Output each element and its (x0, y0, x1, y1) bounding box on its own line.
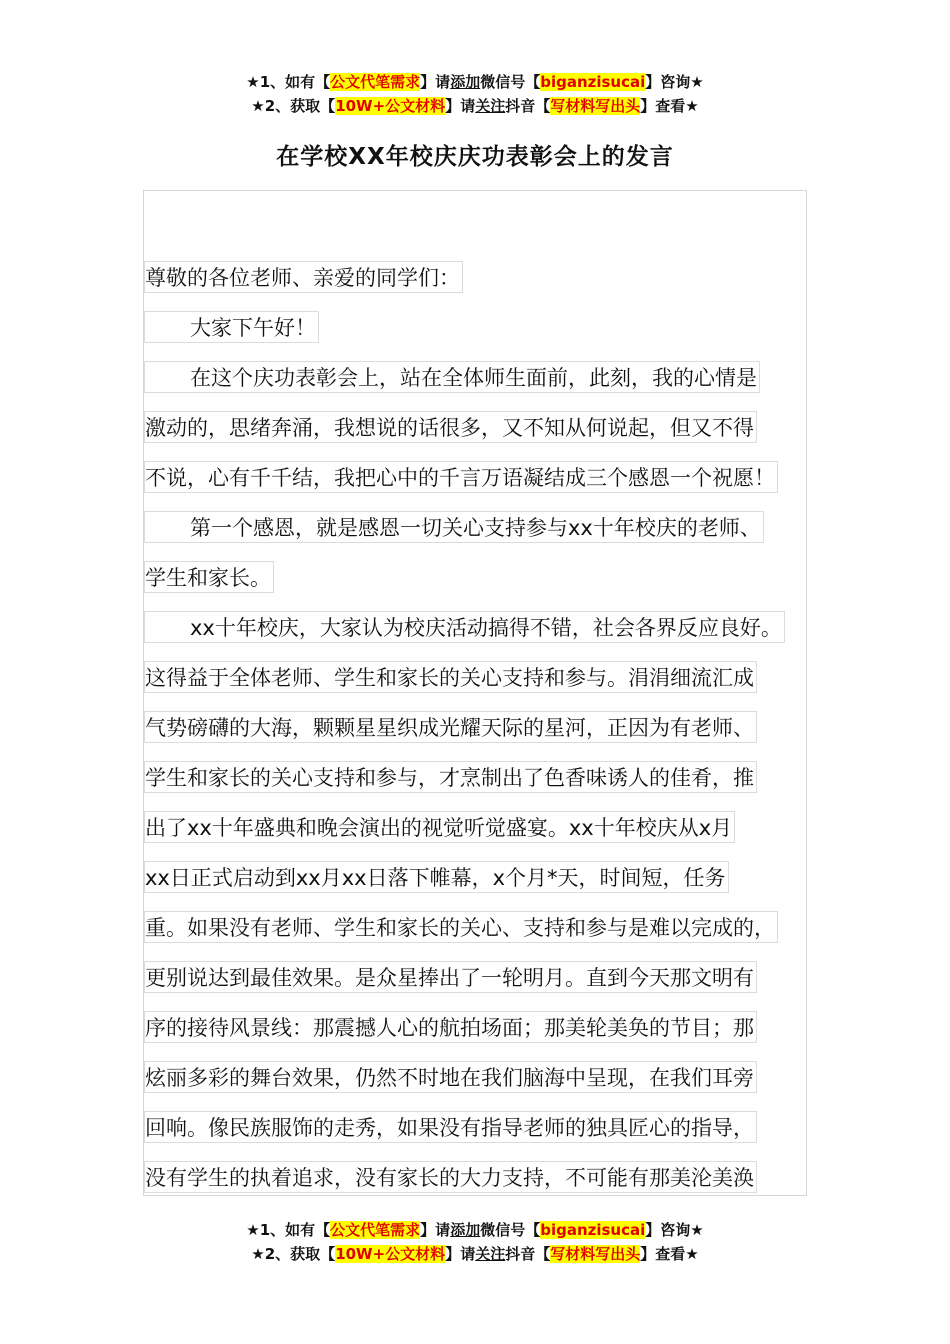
body-line: 没有学生的执着追求，没有家长的大力支持，不可能有那美沦美涣 (144, 1161, 757, 1193)
banner-underline: 添加 (450, 1221, 481, 1239)
body-line: 学生和家长。 (144, 561, 274, 593)
banner-highlight: 公文代笔需求 (330, 73, 421, 91)
body-line: 炫丽多彩的舞台效果，仍然不时地在我们脑海中呈现，在我们耳旁 (144, 1061, 757, 1093)
banner-text: 】请 (445, 1245, 476, 1263)
body-line: xx十年校庆，大家认为校庆活动搞得不错，社会各界反应良好。 (144, 611, 785, 643)
banner-line-2 (0, 94, 950, 118)
body-line: 重。如果没有老师、学生和家长的关心、支持和参与是难以完成的， (144, 911, 778, 943)
banner-highlight: 写材料写出头 (550, 1245, 641, 1263)
banner-line-1 (0, 1218, 950, 1242)
body-line: 气势磅礴的大海，颗颗星星织成光耀天际的星河，正因为有老师、 (144, 711, 757, 743)
body-line: 学生和家长的关心支持和参与，才烹制出了色香味诱人的佳肴，推 (144, 761, 757, 793)
banner-text: 微信号【 (480, 73, 541, 91)
banner-underline: 添加 (450, 73, 481, 91)
body-line: 不说，心有千千结，我把心中的千言万语凝结成三个感恩一个祝愿！ (144, 461, 778, 493)
banner-line-2 (0, 1242, 950, 1266)
banner-text: 】咨询★ (645, 1221, 704, 1239)
body-line: 在这个庆功表彰会上，站在全体师生面前，此刻，我的心情是 (144, 361, 760, 393)
banner-highlight: 10W+公文材料 (335, 97, 446, 115)
banner-text: 微信号【 (480, 1221, 541, 1239)
banner-text: 抖音【 (505, 1245, 551, 1263)
body-line: 回响。像民族服饰的走秀，如果没有指导老师的独具匠心的指导， (144, 1111, 757, 1143)
document-title: 在学校XX年校庆庆功表彰会上的发言 (276, 144, 674, 170)
banner-text: 抖音【 (505, 97, 551, 115)
body-line: 序的接待风景线：那震撼人心的航拍场面；那美轮美奂的节目；那 (144, 1011, 757, 1043)
banner-text: ★1、如有【 (246, 1221, 331, 1239)
body-line: xx日正式启动到xx月xx日落下帷幕，x个月*天，时间短，任务 (144, 861, 729, 893)
banner-text: 】请 (445, 97, 476, 115)
banner-highlight: biganzisucai (540, 1221, 646, 1239)
body-line: 出了xx十年盛典和晚会演出的视觉听觉盛宴。xx十年校庆从x月 (144, 811, 735, 843)
banner-text: 】咨询★ (645, 73, 704, 91)
banner-underline: 关注 (475, 97, 506, 115)
banner-highlight: biganzisucai (540, 73, 646, 91)
salutation-line: 尊敬的各位老师、亲爱的同学们： (144, 261, 463, 293)
body-line: 第一个感恩，就是感恩一切关心支持参与xx十年校庆的老师、 (144, 511, 764, 543)
banner-underline: 关注 (475, 1245, 506, 1263)
banner-text: 】请 (420, 73, 451, 91)
body-line: 更别说达到最佳效果。是众星捧出了一轮明月。直到今天那文明有 (144, 961, 757, 993)
banner-text: ★2、获取【 (251, 1245, 336, 1263)
body-line: 大家下午好！ (144, 311, 319, 343)
footer-banner (0, 1218, 950, 1266)
body-line: 这得益于全体老师、学生和家长的关心支持和参与。涓涓细流汇成 (144, 661, 757, 693)
banner-line-1 (0, 70, 950, 94)
banner-text: 】查看★ (640, 97, 699, 115)
header-banner (0, 70, 950, 118)
banner-text: ★2、获取【 (251, 97, 336, 115)
banner-highlight: 10W+公文材料 (335, 1245, 446, 1263)
banner-highlight: 公文代笔需求 (330, 1221, 421, 1239)
banner-text: 】查看★ (640, 1245, 699, 1263)
banner-text: 】请 (420, 1221, 451, 1239)
banner-text: ★1、如有【 (246, 73, 331, 91)
body-line: 激动的，思绪奔涌，我想说的话很多，又不知从何说起，但又不得 (144, 411, 757, 443)
banner-highlight: 写材料写出头 (550, 97, 641, 115)
